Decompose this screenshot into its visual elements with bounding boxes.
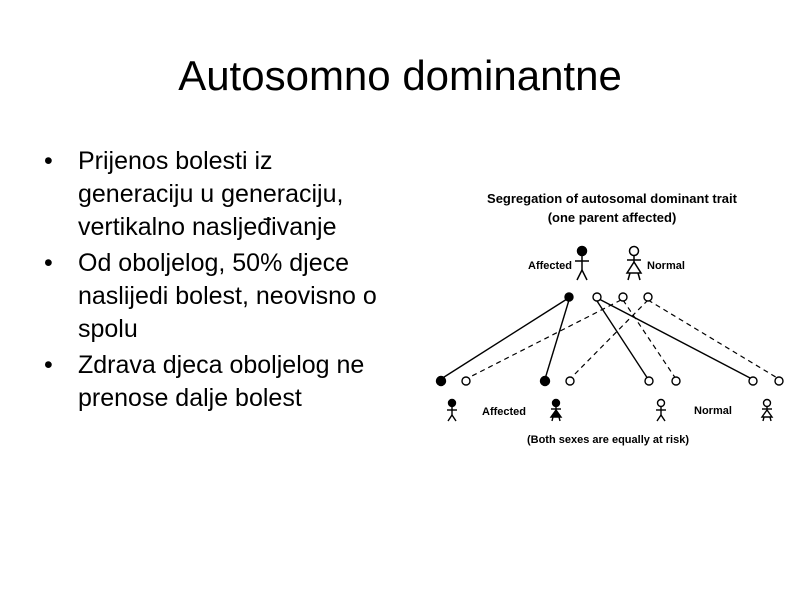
parent-affected-label: Affected (528, 260, 573, 272)
bullet-dot-icon: • (44, 147, 53, 175)
normal-daughter-icon (762, 400, 772, 422)
diagram-footer: (Both sexes are equally at risk) (526, 434, 690, 446)
normal-child-node (749, 377, 757, 385)
segregation-lines (441, 299, 752, 379)
affected-son-icon (447, 400, 457, 422)
bullet-dot-icon: • (44, 249, 53, 277)
bullet-item (44, 349, 389, 415)
normal-gamete-node (593, 293, 601, 301)
affected-father-icon (575, 247, 589, 281)
bullet-text: Zdrava djeca oboljelog ne prenose dalje bolest (78, 351, 365, 412)
parent-normal-label: Normal (647, 260, 685, 272)
slide-title: Autosomno dominantne (178, 52, 622, 99)
affected-child-node (541, 377, 550, 386)
diagram-title-line1: Segregation of autosomal dominant trait (487, 191, 737, 206)
normal-child-node (462, 377, 470, 385)
bullet-list (44, 145, 389, 418)
bullet-item (44, 145, 389, 244)
offspring-nodes (437, 377, 784, 386)
bullet-text: Prijenos bolesti iz generaciju u generaciju, vertikalno nasljeđivanje (78, 147, 344, 241)
bullet-text: Od oboljelog, 50% djece naslijedi bolest, neovisno o spolu (78, 249, 377, 343)
child-normal-label: Normal (694, 405, 732, 417)
normal-child-node (645, 377, 653, 385)
bullet-dot-icon: • (44, 351, 53, 379)
normal-child-node (566, 377, 574, 385)
normal-gamete-node (644, 293, 652, 301)
diagram-title-line2: (one parent affected) (547, 210, 677, 225)
normal-gamete-node (619, 293, 627, 301)
gamete-nodes (565, 293, 652, 301)
affected-gamete-node (565, 293, 573, 301)
normal-child-node (672, 377, 680, 385)
affected-child-node (437, 377, 446, 386)
normal-mother-icon (627, 247, 641, 281)
normal-child-node (775, 377, 783, 385)
normal-son-icon (656, 400, 666, 422)
affected-daughter-icon (551, 400, 561, 422)
child-affected-label: Affected (482, 406, 527, 418)
bullet-item (44, 247, 389, 346)
inheritance-diagram (425, 180, 795, 460)
